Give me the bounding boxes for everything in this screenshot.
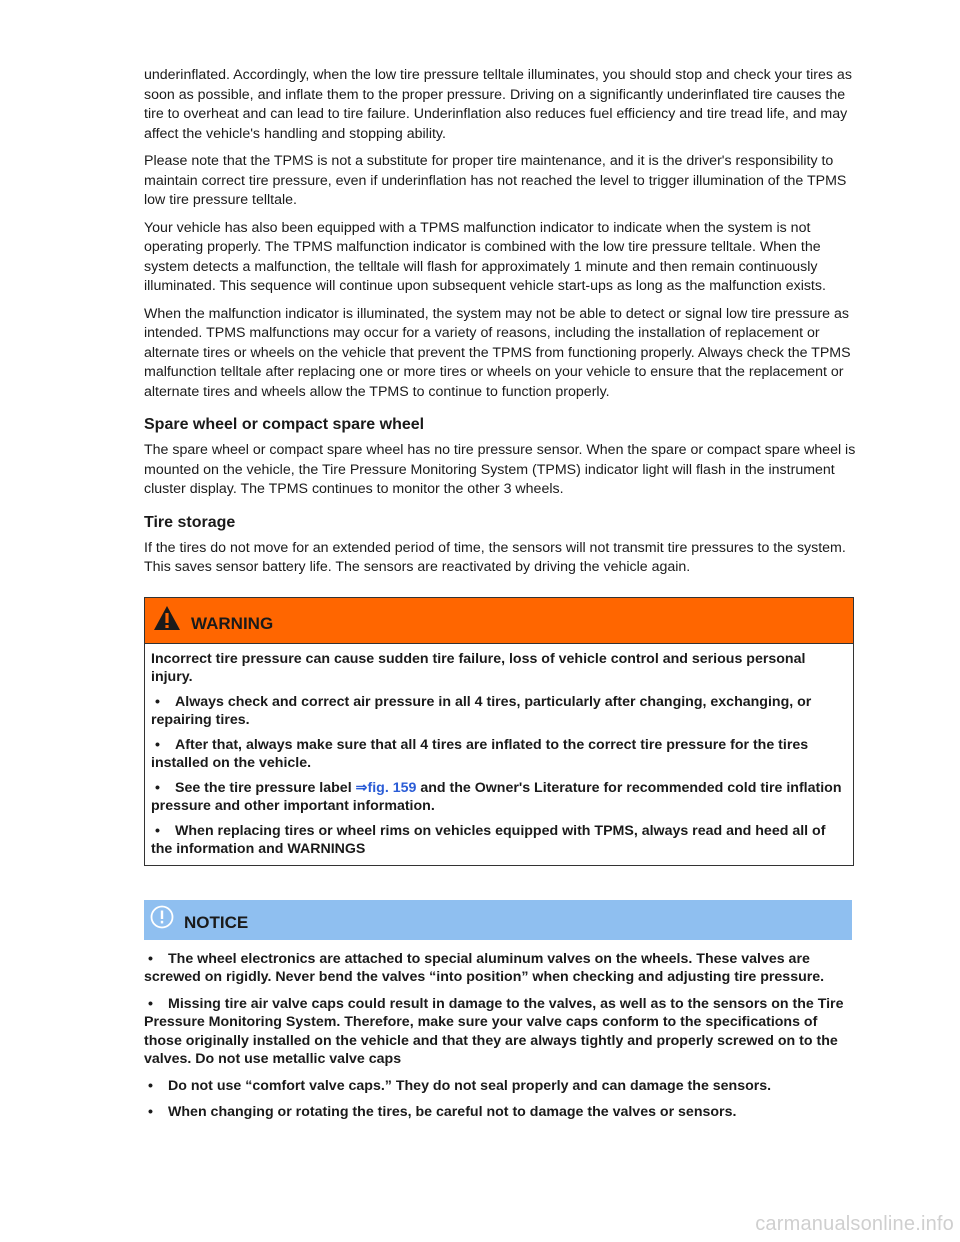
page-content bbox=[144, 66, 856, 1130]
spare-wheel-text: The spare wheel or compact spare wheel has no tire pressure sensor. When the spare or compact spare wheel is mounted on the vehicle, the Tire Pressure Monitoring System (TPMS) indicator light will flash in the instrument cluster display. The TPMS continues to monitor the other 3 wheels. bbox=[144, 442, 856, 497]
warning-item: • See the tire pressure label ⇒fig. 159 and the Owner's Literature for recommended cold tire inflation pressure and other important information. bbox=[151, 779, 842, 814]
bullet: • bbox=[155, 779, 160, 796]
body-paragraph: When the malfunction indicator is illuminated, the system may not be able to detect or signal low tire pressure as intended. TPMS malfunctions may occur for a variety of reasons, including the installation of replacement or alternate tires or wheels on the vehicle that prevent the TPMS from functioning properly. Always check the TPMS malfunction telltale after replacing one or more tires or wheels on your vehicle to ensure that the replacement or alternate tires and wheels allow the TPMS to continue to function properly. bbox=[144, 305, 851, 400]
warning-content bbox=[145, 644, 853, 865]
notice-list bbox=[144, 950, 856, 1122]
notice-item: • When changing or rotating the tires, be careful not to damage the valves or sensors. bbox=[144, 1103, 856, 1122]
notice-item: • Do not use “comfort valve caps.” They do not seal properly and can damage the sensors. bbox=[144, 1077, 856, 1096]
body-paragraph: Please note that the TPMS is not a substitute for proper tire maintenance, and it is the driver's responsibility to maintain correct tire pressure, even if underinflation has not reached the level to trigger illumination of the TPMS low tire pressure telltale. bbox=[144, 153, 847, 208]
bullet: • bbox=[148, 1077, 153, 1094]
exclamation-circle-icon bbox=[150, 905, 174, 934]
warning-title: WARNING bbox=[191, 614, 274, 633]
warning-item: • When replacing tires or wheel rims on vehicles equipped with TPMS, always read and heed all of the information and WARNINGS bbox=[151, 822, 826, 857]
bullet: • bbox=[155, 736, 160, 753]
bullet: • bbox=[148, 995, 153, 1012]
warning-item: • Always check and correct air pressure in all 4 tires, particularly after changing, exchanging, or repairing tires. bbox=[151, 693, 812, 728]
notice-item: • The wheel electronics are attached to special aluminum valves on the wheels. These valves are screwed on rigidly. Never bend the valves “into position” when checking and adjusting tire pressure. bbox=[144, 950, 825, 985]
notice-item: • Missing tire air valve caps could result in damage to the valves, as well as to the sensors on the Tire Pressure Monitoring System. Therefore, make sure your valve caps conform to the specifications of those originally installed on the vehicle and that they are always tightly and properly screwed on to the valves. Do not use metallic valve caps bbox=[144, 995, 844, 1067]
warning-item: • After that, always make sure that all 4 tires are inflated to the correct tire pressure for the tires installed on the vehicle. bbox=[151, 736, 809, 771]
warning-header bbox=[145, 598, 853, 644]
warning-lead: Incorrect tire pressure can cause sudden tire failure, loss of vehicle control and serious personal injury. bbox=[151, 650, 806, 685]
tire-storage-heading: Tire storage bbox=[144, 513, 236, 531]
fig-arrow[interactable]: ⇒ bbox=[355, 779, 368, 796]
bullet: • bbox=[155, 693, 160, 710]
watermark: carmanualsonline.info bbox=[755, 1213, 954, 1235]
warning-triangle-icon bbox=[153, 605, 181, 636]
bullet: • bbox=[148, 950, 153, 967]
bullet: • bbox=[148, 1104, 153, 1120]
tire-storage-text: If the tires do not move for an extended period of time, the sensors will not transmit tire pressures to the system. This saves sensor battery life. The sensors are reactivated by driving the vehicle again. bbox=[144, 539, 846, 575]
fig-159-link[interactable]: fig. 159 bbox=[367, 779, 417, 796]
notice-header bbox=[144, 900, 852, 940]
spare-wheel-heading: Spare wheel or compact spare wheel bbox=[144, 416, 425, 433]
body-paragraph: underinflated. Accordingly, when the low tire pressure telltale illuminates, you should stop and check your tires as soon as possible, and inflate them to the proper pressure. Driving on a significantly underinflated tire causes the tire to overheat and can lead to tire failure. Underinflation also reduces fuel efficiency and tire tread life, and may affect the vehicle's handling and stopping ability. bbox=[144, 67, 852, 142]
warning-box bbox=[144, 597, 854, 866]
bullet: • bbox=[155, 822, 160, 839]
notice-title: NOTICE bbox=[184, 912, 249, 932]
body-paragraph: Your vehicle has also been equipped with a TPMS malfunction indicator to indicate when the system is not operating properly. The TPMS malfunction indicator is combined with the low tire pressure telltale. When the system detects a malfunction, the telltale will flash for approximately 1 minute and then remain continuously illuminated. This sequence will continue upon subsequent vehicle start-ups as long as the malfunction exists. bbox=[144, 219, 826, 294]
